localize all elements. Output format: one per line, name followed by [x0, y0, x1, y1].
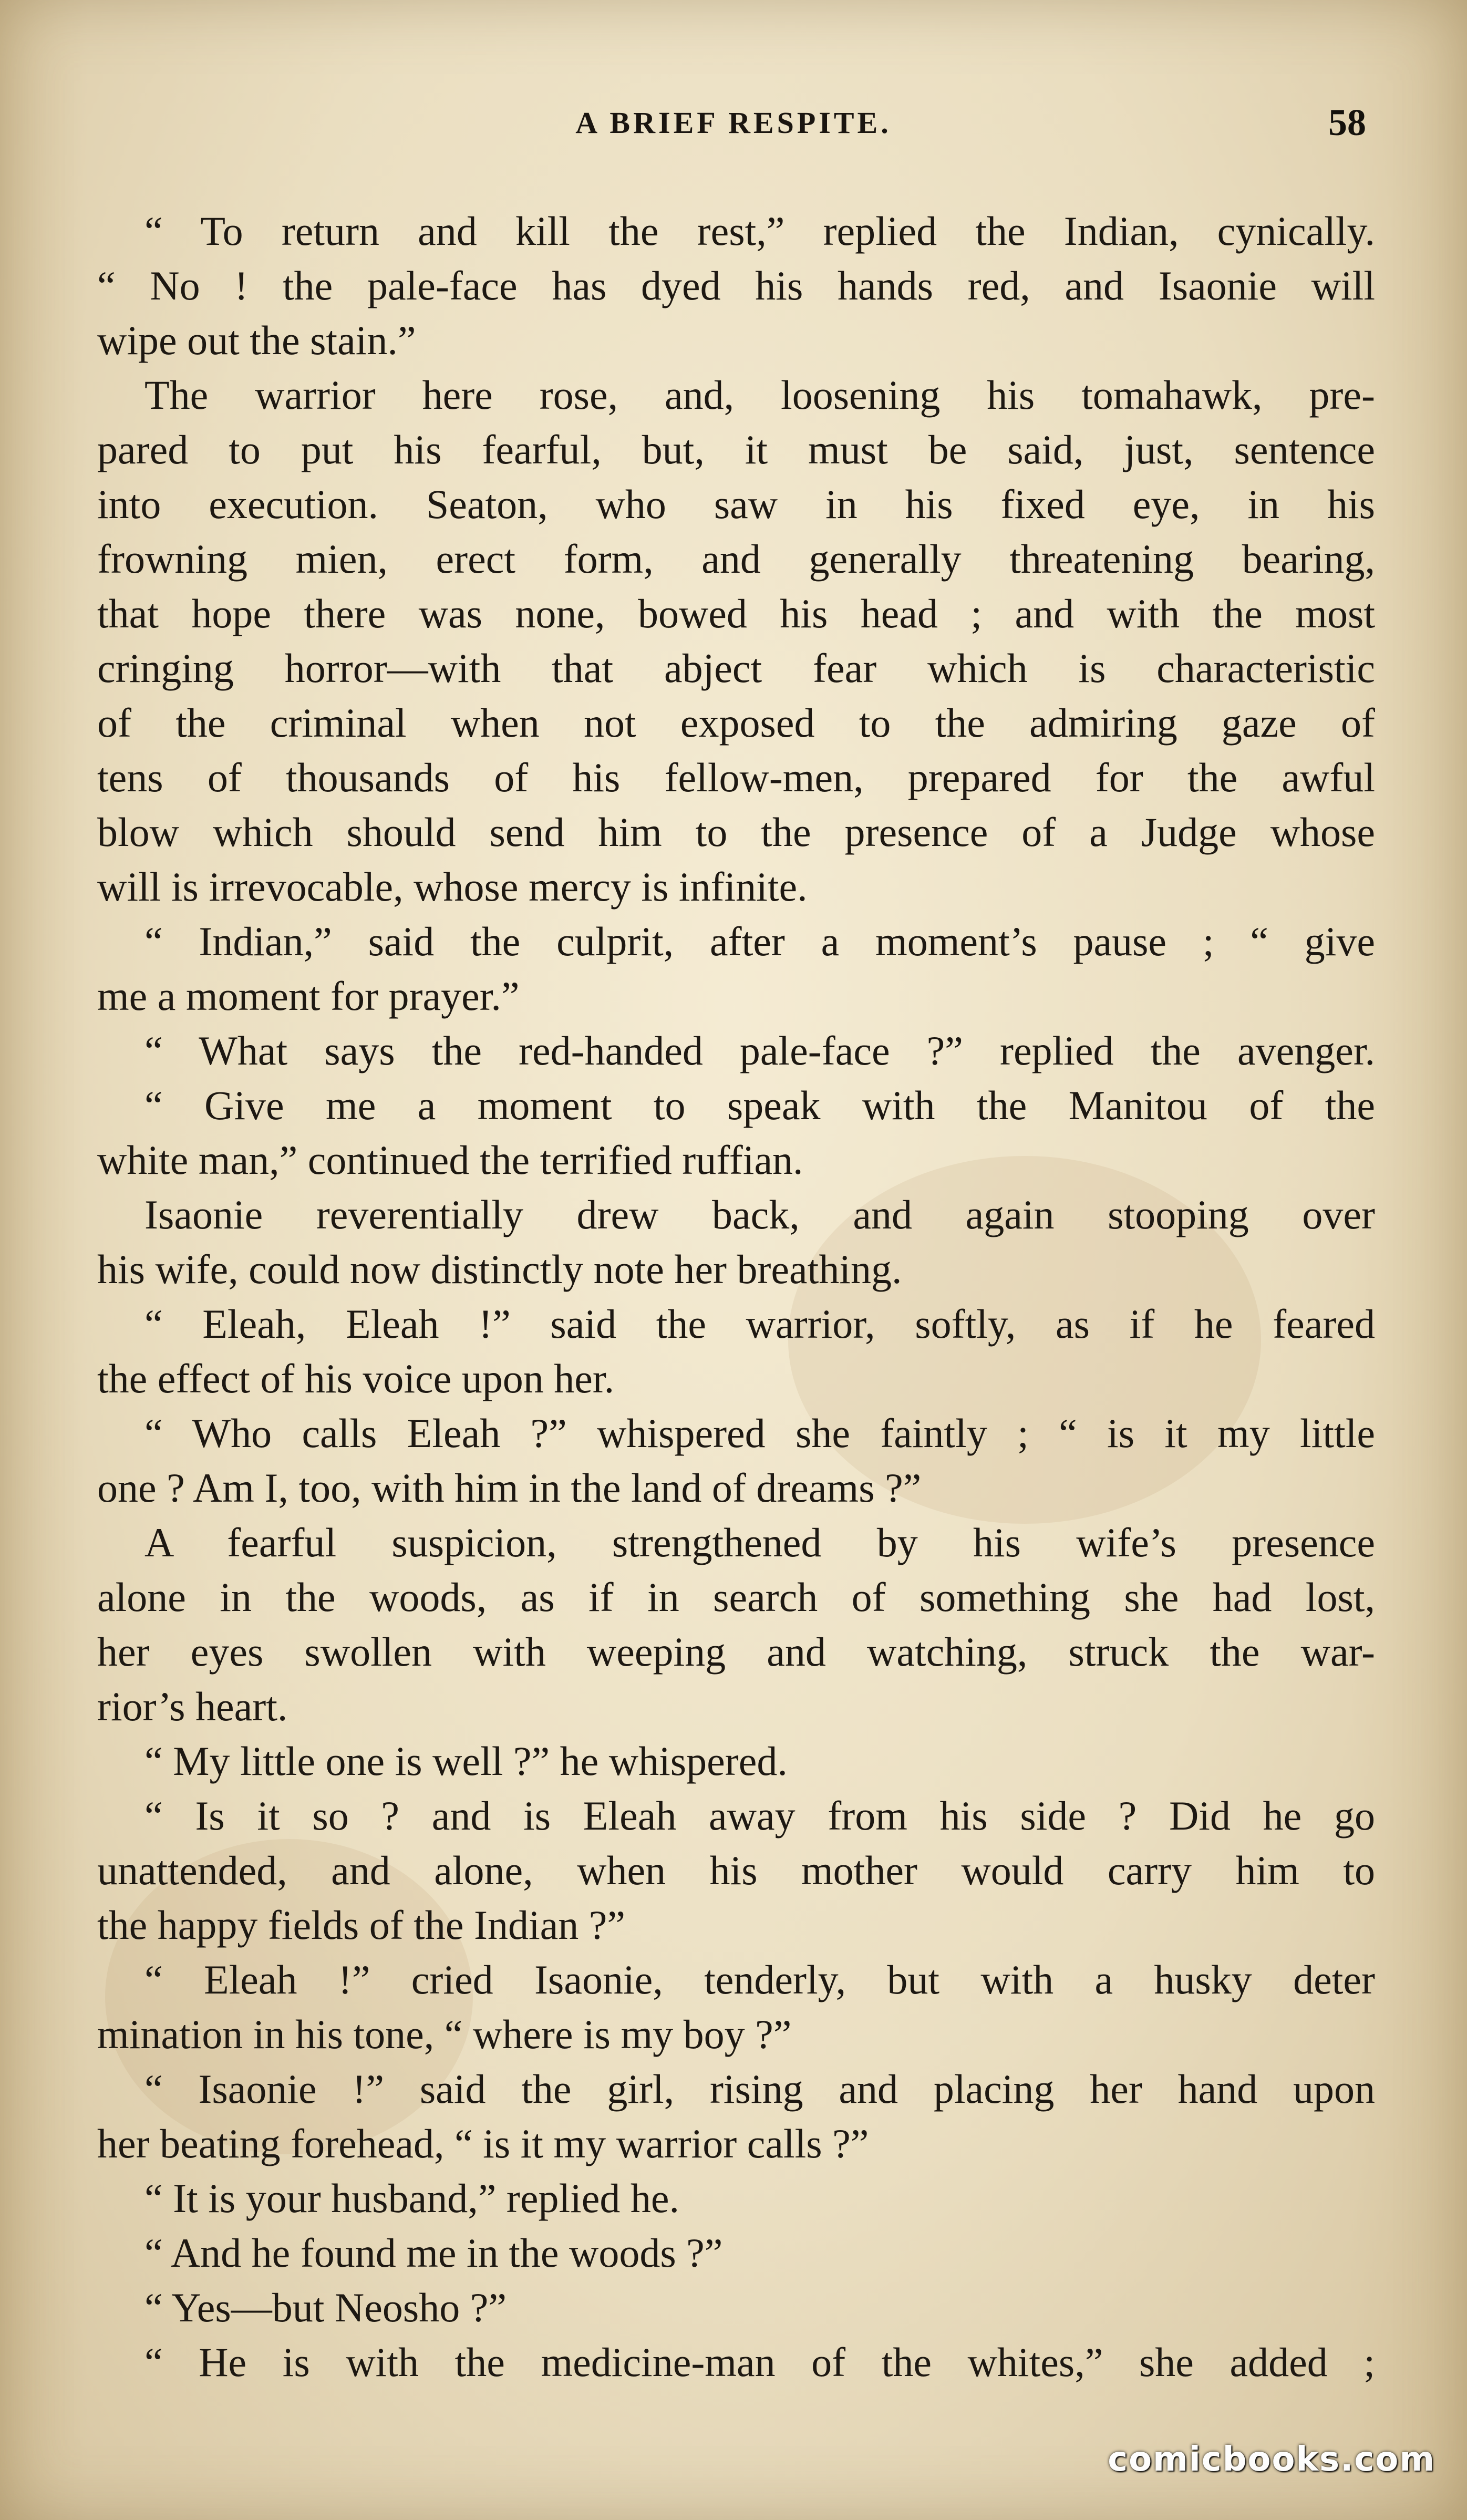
- text-line: “ It is your husband,” replied he.: [144, 2175, 680, 2221]
- text-line: unattended, and alone, when his mother would carry him to: [97, 1847, 1375, 1893]
- text-line: her beating forehead, “ is it my warrior calls ?”: [97, 2121, 869, 2166]
- text-line: rior’s heart.: [97, 1684, 288, 1729]
- text-line: the happy fields of the Indian ?”: [97, 1902, 625, 1948]
- text-line: me a moment for prayer.”: [97, 973, 520, 1019]
- text-line: alone in the woods, as if in search of something she had lost,: [97, 1574, 1375, 1620]
- text-line: “ And he found me in the woods ?”: [144, 2230, 723, 2276]
- text-line: “ Who calls Eleah ?” whispered she faintly ; “ is it my little: [144, 1410, 1375, 1456]
- text-line: “ Isaonie !” said the girl, rising and placing her hand upon: [144, 2066, 1375, 2112]
- text-line: “ What says the red-handed pale-face ?” replied the avenger.: [144, 1028, 1375, 1073]
- text-line: “ To return and kill the rest,” replied the Indian, cynically.: [144, 208, 1375, 254]
- text-line: “ Eleah, Eleah !” said the warrior, softly, as if he feared: [144, 1301, 1375, 1347]
- text-line: The warrior here rose, and, loosening his tomahawk, pre-: [144, 372, 1375, 418]
- text-line: “ No ! the pale-face has dyed his hands red, and Isaonie will: [97, 263, 1375, 308]
- text-line: tens of thousands of his fellow-men, prepared for the awful: [97, 755, 1375, 800]
- text-line: “ Is it so ? and is Eleah away from his side ? Did he go: [144, 1793, 1375, 1839]
- text-line: that hope there was none, bowed his head ; and with the most: [97, 591, 1375, 636]
- text-line: “ Yes—but Neosho ?”: [144, 2285, 507, 2330]
- text-line: into execution. Seaton, who saw in his fixed eye, in his: [97, 481, 1375, 527]
- text-line: her eyes swollen with weeping and watching, struck the war-: [97, 1629, 1375, 1675]
- text-line: blow which should send him to the presence of a Judge whose: [97, 809, 1375, 855]
- page-number: 58: [1328, 101, 1366, 143]
- text-line: “ Indian,” said the culprit, after a moment’s pause ; “ give: [144, 918, 1375, 964]
- text-line: “ Give me a moment to speak with the Manitou of the: [144, 1082, 1375, 1128]
- running-title: A BRIEF RESPITE.: [575, 106, 892, 140]
- text-line: of the criminal when not exposed to the admiring gaze of: [97, 700, 1375, 746]
- page-header: [0, 101, 1467, 152]
- text-line: “ Eleah !” cried Isaonie, tenderly, but with a husky deter: [144, 1957, 1375, 2002]
- text-line: cringing horror—with that abject fear which is characteristic: [97, 645, 1375, 691]
- text-line: “ He is with the medicine-man of the whites,” she added ;: [144, 2339, 1375, 2385]
- text-line: A fearful suspicion, strengthened by his wife’s presence: [144, 1520, 1375, 1565]
- body-text: [97, 204, 1375, 2390]
- text-line: frowning mien, erect form, and generally threatening bearing,: [97, 536, 1375, 582]
- text-line: one ? Am I, too, with him in the land of dreams ?”: [97, 1465, 922, 1511]
- text-line: Isaonie reverentially drew back, and again stooping over: [144, 1192, 1375, 1237]
- text-line: pared to put his fearful, but, it must be said, just, sentence: [97, 427, 1375, 472]
- watermark-text: comicbooks.com: [1108, 2440, 1435, 2479]
- text-line: “ My little one is well ?” he whispered.: [144, 1738, 788, 1784]
- text-line: the effect of his voice upon her.: [97, 1356, 615, 1401]
- text-line: wipe out the stain.”: [97, 317, 416, 363]
- text-line: mination in his tone, “ where is my boy ?”: [97, 2011, 792, 2057]
- text-line: his wife, could now distinctly note her breathing.: [97, 1246, 902, 1292]
- text-line: will is irrevocable, whose mercy is infinite.: [97, 864, 808, 910]
- text-line: white man,” continued the terrified ruffian.: [97, 1137, 803, 1183]
